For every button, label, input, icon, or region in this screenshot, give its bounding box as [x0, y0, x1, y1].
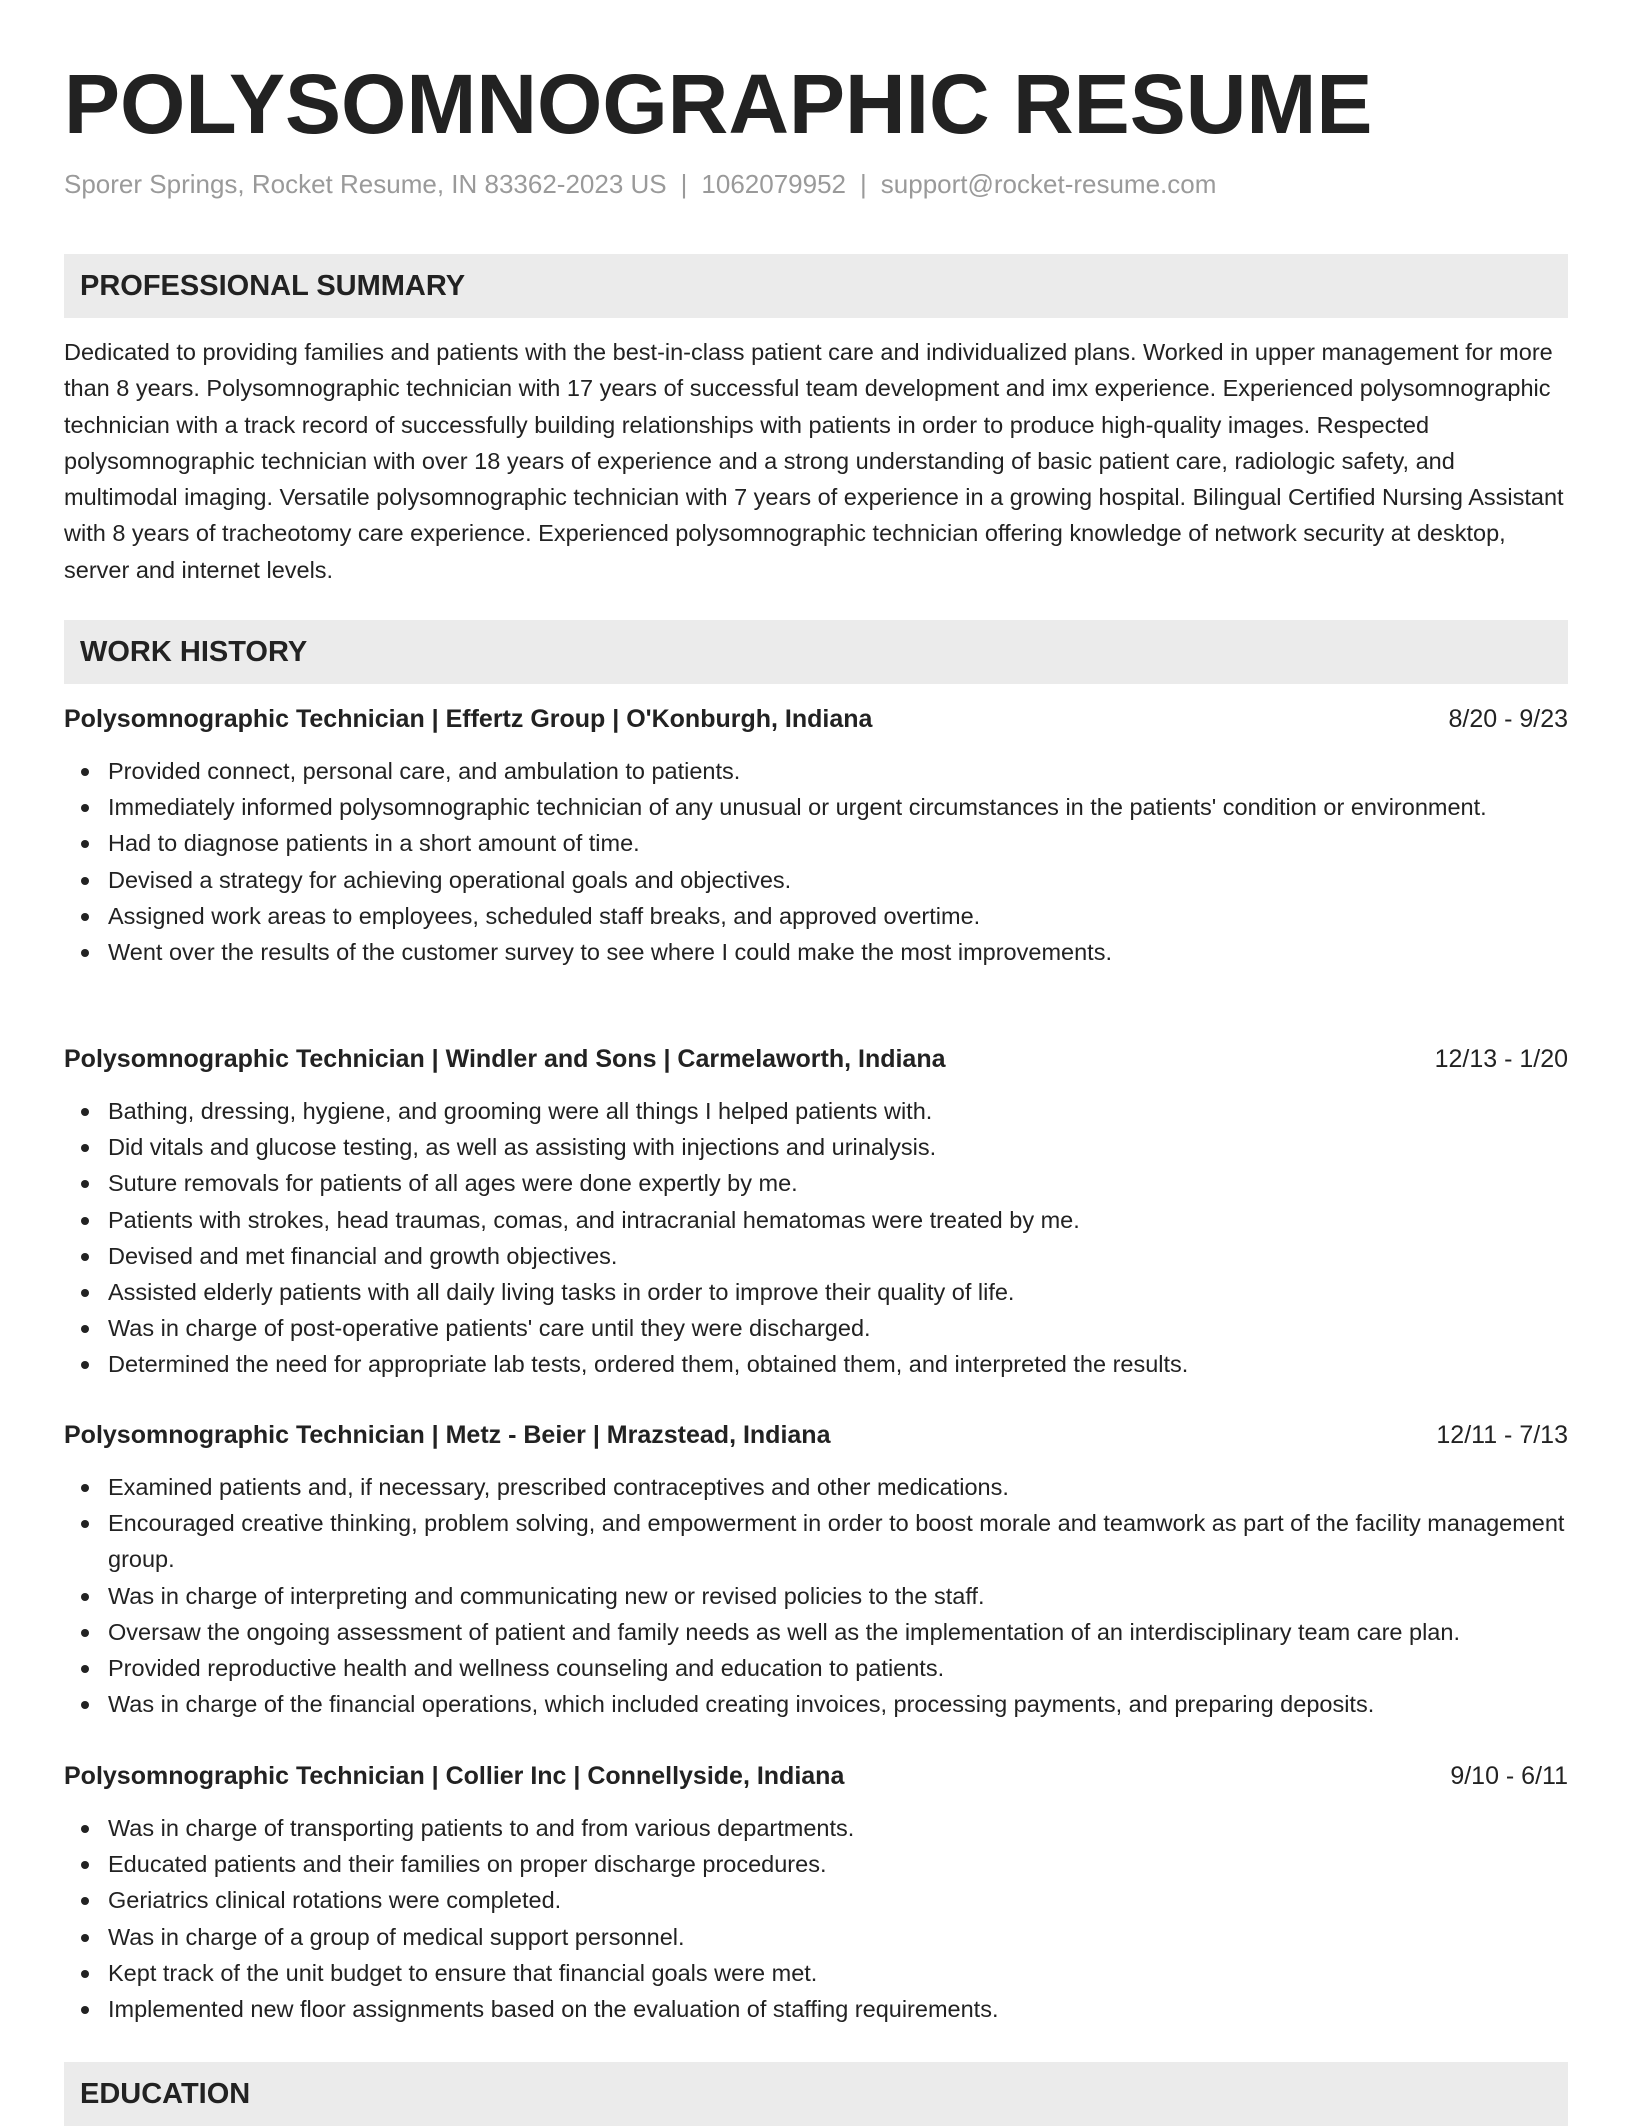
summary-heading: PROFESSIONAL SUMMARY	[80, 270, 466, 302]
education-section-header	[64, 2062, 1568, 2126]
job-dates: 12/13 - 1/20	[1434, 1045, 1568, 1073]
job-header	[64, 1417, 1568, 1453]
job-bullet: Had to diagnose patients in a short amount of time.	[64, 825, 1568, 861]
contact-phone: 1062079952	[701, 169, 847, 199]
job-bullet: Assigned work areas to employees, scheduled staff breaks, and approved overtime.	[64, 898, 1568, 934]
job-bullet: Was in charge of post-operative patients' care until they were discharged.	[64, 1310, 1568, 1346]
job-bullet: Patients with strokes, head traumas, comas, and intracranial hematomas were treated by me.	[64, 1202, 1568, 1238]
job-dates: 9/10 - 6/11	[1450, 1762, 1568, 1790]
job-bullet: Suture removals for patients of all ages were done expertly by me.	[64, 1165, 1568, 1201]
job-bullet: Geriatrics clinical rotations were completed.	[64, 1882, 1568, 1918]
job-bullets	[64, 753, 1568, 970]
job-title: Polysomnographic Technician | Windler and Sons | Carmelaworth, Indiana	[64, 1045, 946, 1073]
job-bullet: Devised and met financial and growth objectives.	[64, 1238, 1568, 1274]
job-bullet: Was in charge of transporting patients to and from various departments.	[64, 1810, 1568, 1846]
summary-text: Dedicated to providing families and patients with the best-in-class patient care and individualized plans. Worked in upper management for more than 8 years. Polysomnographic technician with 17 years of successful team development and imx experience. Experienced polysomnographic technician with a track record of successfully building relationships with patients in order to produce high-quality images. Respected polysomnographic technician with over 18 years of experience and a strong understanding of basic patient care, radiologic safety, and multimodal imaging. Versatile polysomnographic technician with 7 years of experience in a growing hospital. Bilingual Certified Nursing Assistant with 8 years of tracheotomy care experience. Experienced polysomnographic technician offering knowledge of network security at desktop, server and internet levels.	[64, 339, 1564, 583]
job-title: Polysomnographic Technician | Effertz Group | O'Konburgh, Indiana	[64, 705, 873, 733]
job-entry	[64, 1041, 1568, 1383]
job-bullet: Oversaw the ongoing assessment of patient and family needs as well as the implementation of an interdisciplinary team care plan.	[64, 1614, 1568, 1650]
job-entry	[64, 1758, 1568, 2027]
contact-address: Sporer Springs, Rocket Resume, IN 83362-2023 US	[64, 169, 667, 199]
resume-title: POLYSOMNOGRAPHIC RESUME	[64, 57, 1373, 151]
education-heading: EDUCATION	[80, 2078, 251, 2110]
job-title: Polysomnographic Technician | Metz - Beier | Mrazstead, Indiana	[64, 1421, 831, 1449]
job-bullet: Went over the results of the customer survey to see where I could make the most improvements.	[64, 934, 1568, 970]
job-bullet: Did vitals and glucose testing, as well as assisting with injections and urinalysis.	[64, 1129, 1568, 1165]
job-bullet: Was in charge of interpreting and communicating new or revised policies to the staff.	[64, 1578, 1568, 1614]
work-history-section-header	[64, 620, 1568, 684]
job-title: Polysomnographic Technician | Collier Inc | Connellyside, Indiana	[64, 1762, 845, 1790]
job-bullet: Devised a strategy for achieving operational goals and objectives.	[64, 862, 1568, 898]
job-header	[64, 701, 1568, 737]
job-bullet: Encouraged creative thinking, problem solving, and empowerment in order to boost morale and teamwork as part of the facility management group.	[64, 1505, 1568, 1577]
job-entry	[64, 701, 1568, 970]
job-bullet: Was in charge of a group of medical support personnel.	[64, 1919, 1568, 1955]
work-history-heading: WORK HISTORY	[80, 636, 308, 668]
job-bullets	[64, 1810, 1568, 2027]
job-header	[64, 1758, 1568, 1794]
job-entry	[64, 1417, 1568, 1722]
contact-separator: |	[860, 169, 867, 199]
job-dates: 12/11 - 7/13	[1436, 1421, 1568, 1449]
job-bullet: Provided reproductive health and wellness counseling and education to patients.	[64, 1650, 1568, 1686]
job-header	[64, 1041, 1568, 1077]
job-bullet: Bathing, dressing, hygiene, and grooming were all things I helped patients with.	[64, 1093, 1568, 1129]
job-bullet: Kept track of the unit budget to ensure that financial goals were met.	[64, 1955, 1568, 1991]
job-bullet: Examined patients and, if necessary, prescribed contraceptives and other medications.	[64, 1469, 1568, 1505]
contact-separator: |	[680, 169, 688, 199]
contact-email[interactable]: support@rocket-resume.com	[880, 169, 1217, 199]
job-bullet: Educated patients and their families on proper discharge procedures.	[64, 1846, 1568, 1882]
job-bullet: Immediately informed polysomnographic technician of any unusual or urgent circumstances in the patients' condition or environment.	[64, 789, 1568, 825]
summary-section-header	[64, 254, 1568, 318]
job-bullet: Assisted elderly patients with all daily living tasks in order to improve their quality of life.	[64, 1274, 1568, 1310]
job-bullet: Implemented new floor assignments based on the evaluation of staffing requirements.	[64, 1991, 1568, 2027]
job-bullet: Determined the need for appropriate lab tests, ordered them, obtained them, and interpreted the results.	[64, 1346, 1568, 1382]
job-bullets	[64, 1093, 1568, 1383]
job-dates: 8/20 - 9/23	[1448, 705, 1568, 733]
job-bullet: Was in charge of the financial operations, which included creating invoices, processing payments, and preparing deposits.	[64, 1686, 1568, 1722]
job-bullets	[64, 1469, 1568, 1722]
job-bullet: Provided connect, personal care, and ambulation to patients.	[64, 753, 1568, 789]
contact-line	[64, 166, 1216, 202]
